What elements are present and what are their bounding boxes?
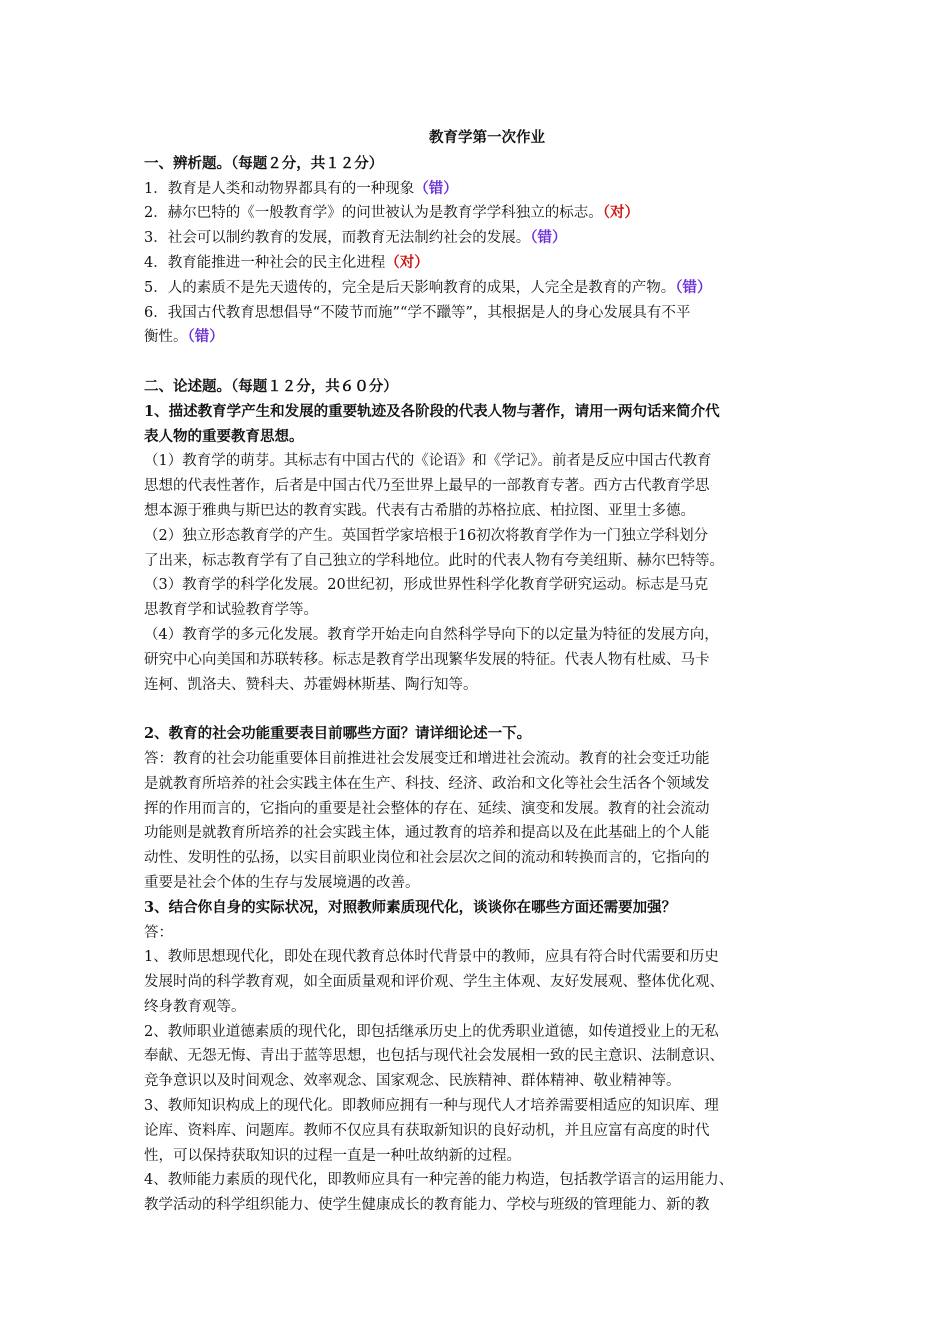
q3-answer-line: 4、教师能力素质的现代化，即教师应具有一种完善的能力构造，包括教学语言的运用能力、 [144, 1172, 734, 1189]
question-item-1 [144, 177, 824, 202]
q3-answer-line: 3、教师知识构成上的现代化。即教师应拥有一种与现代人才培养需要相适应的知识库、理 [144, 1098, 719, 1115]
q1-answer-line: 连柯、凯洛夫、赞科夫、苏霍姆林斯基、陶行知等。 [144, 676, 478, 693]
answer-mark: （对） [385, 253, 429, 271]
q3-answer-line: 性，可以保持获取知识的过程一直是一种吐故纳新的过程。 [144, 1147, 521, 1164]
question-item-4 [144, 251, 824, 276]
q2-answer-line: 是就教育所培养的社会实践主体在生产、科技、经济、政治和文化等社会生活各个领域发 [144, 775, 710, 792]
question-text: 4．教育能推进一种社会的民主化进程 [144, 254, 386, 271]
q1-answer-line: 思想的代表性著作，后者是中国古代乃至世界上最早的一部教育专著。西方古代教育学思 [144, 478, 710, 495]
q2-heading: 2、教育的社会功能重要表目前哪些方面？请详细论述一下。 [144, 725, 532, 743]
q1-answer-line: （4）教育学的多元化发展。教育学开始走向自然科学导向下的以定量为特征的发展方向， [144, 626, 719, 643]
question-text: 3．社会可以制约教育的发展，而教育无法制约社会的发展。 [144, 230, 531, 247]
q2-answer-line: 功能则是就教育所培养的社会实践主体，通过教育的培养和提高以及在此基础上的个人能 [144, 825, 710, 842]
question-item-6-line1: 6．我国古代教育思想倡导“不陵节而施”“学不躐等”，其根据是人的身心发展具有不平 [144, 304, 691, 321]
q3-answer-line: 发展时尚的科学教育观，如全面质量观和评价观、学生主体观、友好发展观、整体优化观、 [144, 974, 724, 991]
q1-answer-line: 思教育学和试验教育学等。 [144, 602, 318, 619]
q1-answer-line: 研究中心向美国和苏联转移。标志是教育学出现繁华发展的特征。代表人物有杜威、马卡 [144, 651, 710, 668]
q3-answer-line: 2、教师职业道德素质的现代化，即包括继承历史上的优秀职业道德，如传道授业上的无私 [144, 1023, 719, 1040]
q2-answer-line: 挥的作用而言的，它指向的重要是社会整体的存在、延续、演变和发展。教育的社会流动 [144, 800, 710, 817]
q3-answer-line: 教学活动的科学组织能力、使学生健康成长的教育能力、学校与班级的管理能力、新的教 [144, 1197, 710, 1214]
section2-heading: 二、论述题。（每题１２分，共６０分） [144, 377, 398, 395]
q1-heading-line2: 表人物的重要教育思想。 [144, 427, 304, 445]
answer-mark: （错） [530, 229, 567, 247]
question-text: 1．教育是人类和动物界都具有的一种现象 [144, 180, 415, 197]
answer-mark: （错） [414, 179, 458, 197]
question-item-6-line2 [144, 325, 824, 350]
q2-answer-line: 答：教育的社会功能重要体目前推进社会发展变迁和增进社会流动。教育的社会变迁功能 [144, 750, 710, 767]
spacer [144, 350, 824, 375]
q3-answer-line: 竞争意识以及时间观念、效率观念、国家观念、民族精神、群体精神、敬业精神等。 [144, 1073, 681, 1090]
q3-answer-line: 奉献、无怨无悔、青出于蓝等思想，也包括与现代社会发展相一致的民主意识、法制意识、 [144, 1048, 724, 1065]
q3-heading: 3、结合你自身的实际状况，对照教师素质现代化，谈谈你在哪些方面还需要加强？ [144, 898, 677, 916]
section1-heading: 一、辨析题。（每题２分，共１２分） [144, 154, 384, 172]
q1-answer-line: （1）教育学的萌芽。其标志有中国古代的《论语》和《学记》。前者是反应中国古代教育 [144, 453, 712, 470]
document-title: 教育学第一次作业 [429, 129, 545, 146]
answer-mark: （对） [602, 204, 639, 222]
q1-answer-line: （2）独立形态教育学的产生。英国哲学家培根于16初次将教育学作为一门独立学科划分 [144, 527, 709, 544]
question-text: 2．赫尔巴特的《一般教育学》的问世被认为是教育学学科独立的标志。 [144, 205, 603, 222]
q3-answer-line: 论库、资料库、问题库。教师不仅应具有获取新知识的良好动机，并且应富有高度的时代 [144, 1122, 710, 1139]
answer-mark: （错） [187, 328, 224, 346]
q2-answer-line: 重要是社会个体的生存与发展境遇的改善。 [144, 874, 420, 891]
q3-answer-line: 终身教育观等。 [144, 998, 246, 1015]
question-item-5 [144, 276, 824, 301]
q3-answer-line: 答： [144, 924, 173, 941]
question-text: 衡性。 [144, 329, 188, 346]
q1-heading-line1: 1、描述教育学产生和发展的重要轨迹及各阶段的代表人物与著作，请用一两句话来简介代 [144, 402, 720, 420]
q1-answer-line: 想本源于雅典与斯巴达的教育实践。代表有古希腊的苏格拉底、柏拉图、亚里士多德。 [144, 502, 695, 519]
question-item-2 [144, 201, 824, 226]
q3-answer-line: 1、教师思想现代化，即处在现代教育总体时代背景中的教师，应具有符合时代需要和历史 [144, 949, 719, 966]
question-item-3 [144, 226, 824, 251]
q1-answer-line: （3）教育学的科学化发展。20世纪初，形成世界性科学化教育学研究运动。标志是马克 [144, 577, 709, 594]
document-page [144, 126, 824, 1218]
spacer [144, 697, 824, 722]
question-text: 5．人的素质不是先天遗传的，完全是后天影响教育的成果，人完全是教育的产物。 [144, 279, 676, 296]
q2-answer-line: 动性、发明性的弘扬，以实目前职业岗位和社会层次之间的流动和转换而言的，它指向的 [144, 850, 710, 867]
q1-answer-line: 了出来，标志教育学有了自己独立的学科地位。此时的代表人物有夸美纽斯、赫尔巴特等。 [144, 552, 724, 569]
answer-mark: （错） [675, 278, 712, 296]
